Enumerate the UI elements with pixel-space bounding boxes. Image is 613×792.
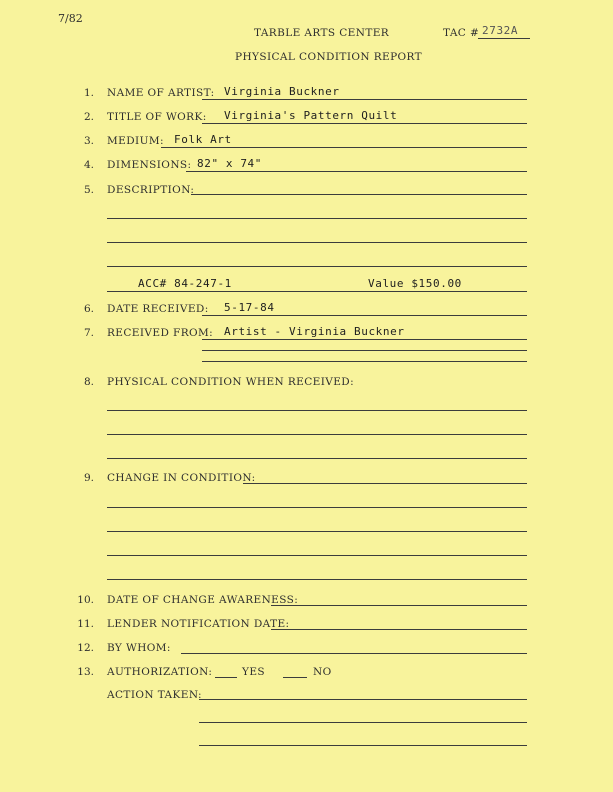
field-5-label: DESCRIPTION:	[107, 184, 195, 196]
field-11-number: 11.	[77, 618, 94, 630]
received-from-line-3	[202, 361, 527, 362]
description-line-4	[107, 266, 527, 267]
artist-name-value: Virginia Buckner	[224, 85, 340, 98]
field-3-label: MEDIUM:	[107, 135, 164, 147]
change-awareness-line	[271, 605, 527, 606]
condition-line-2	[107, 434, 527, 435]
field-6-label: DATE RECEIVED:	[107, 303, 209, 315]
corner-date: 7/82	[58, 12, 83, 25]
change-line-1	[243, 483, 527, 484]
yes-option: YES	[242, 666, 265, 678]
accession-number: ACC# 84-247-1	[138, 277, 232, 290]
field-6-number: 6.	[83, 303, 94, 315]
medium-value: Folk Art	[174, 133, 232, 146]
field-12-number: 12.	[77, 642, 94, 654]
date-received-value: 5-17-84	[224, 301, 275, 314]
tac-underline	[478, 38, 530, 39]
field-1-number: 1.	[83, 87, 94, 99]
field-10-number: 10.	[77, 594, 94, 606]
field-9-number: 9.	[83, 472, 94, 484]
action-line-3	[199, 745, 527, 746]
field-13-number: 13.	[77, 666, 94, 678]
artist-name-line	[202, 99, 527, 100]
field-4-number: 4.	[83, 159, 94, 171]
no-blank	[283, 677, 307, 678]
date-received-line	[202, 315, 527, 316]
description-line-3	[107, 242, 527, 243]
received-from-value: Artist - Virginia Buckner	[224, 325, 405, 338]
description-line-2	[107, 218, 527, 219]
field-5-number: 5.	[83, 184, 94, 196]
action-line-1	[199, 699, 527, 700]
change-line-4	[107, 555, 527, 556]
org-name: TARBLE ARTS CENTER	[254, 27, 390, 39]
work-title-value: Virginia's Pattern Quilt	[224, 109, 398, 122]
medium-line	[161, 147, 527, 148]
condition-line-3	[107, 458, 527, 459]
field-10-label: DATE OF CHANGE AWARENESS:	[107, 594, 299, 606]
description-line-1	[191, 194, 527, 195]
by-whom-line	[181, 653, 527, 654]
tac-label: TAC #	[443, 27, 480, 39]
received-from-line-2	[202, 350, 527, 351]
field-13-label: AUTHORIZATION:	[107, 666, 213, 678]
field-1-label: NAME OF ARTIST:	[107, 87, 215, 99]
field-11-label: LENDER NOTIFICATION DATE:	[107, 618, 290, 630]
field-3-number: 3.	[83, 135, 94, 147]
yes-blank	[215, 677, 237, 678]
accession-line	[107, 291, 527, 292]
work-title-line	[202, 123, 527, 124]
no-option: NO	[313, 666, 332, 678]
dimensions-line	[186, 171, 527, 172]
change-line-5	[107, 579, 527, 580]
value-note: Value $150.00	[368, 277, 462, 290]
field-9-label: CHANGE IN CONDITION:	[107, 472, 256, 484]
condition-line-1	[107, 410, 527, 411]
lender-notification-line	[271, 629, 527, 630]
change-line-3	[107, 531, 527, 532]
field-7-label: RECEIVED FROM:	[107, 327, 214, 339]
action-line-2	[199, 722, 527, 723]
field-12-label: BY WHOM:	[107, 642, 171, 654]
dimensions-value: 82" x 74"	[197, 157, 263, 170]
change-line-2	[107, 507, 527, 508]
field-2-label: TITLE OF WORK:	[107, 111, 207, 123]
field-8-label: PHYSICAL CONDITION WHEN RECEIVED:	[107, 376, 355, 388]
field-2-number: 2.	[83, 111, 94, 123]
action-taken-label: ACTION TAKEN:	[107, 689, 202, 701]
received-from-line-1	[202, 339, 527, 340]
field-8-number: 8.	[83, 376, 94, 388]
field-4-label: DIMENSIONS:	[107, 159, 192, 171]
report-title: PHYSICAL CONDITION REPORT	[235, 51, 423, 63]
tac-number: 2732A	[482, 24, 519, 37]
field-7-number: 7.	[83, 327, 94, 339]
